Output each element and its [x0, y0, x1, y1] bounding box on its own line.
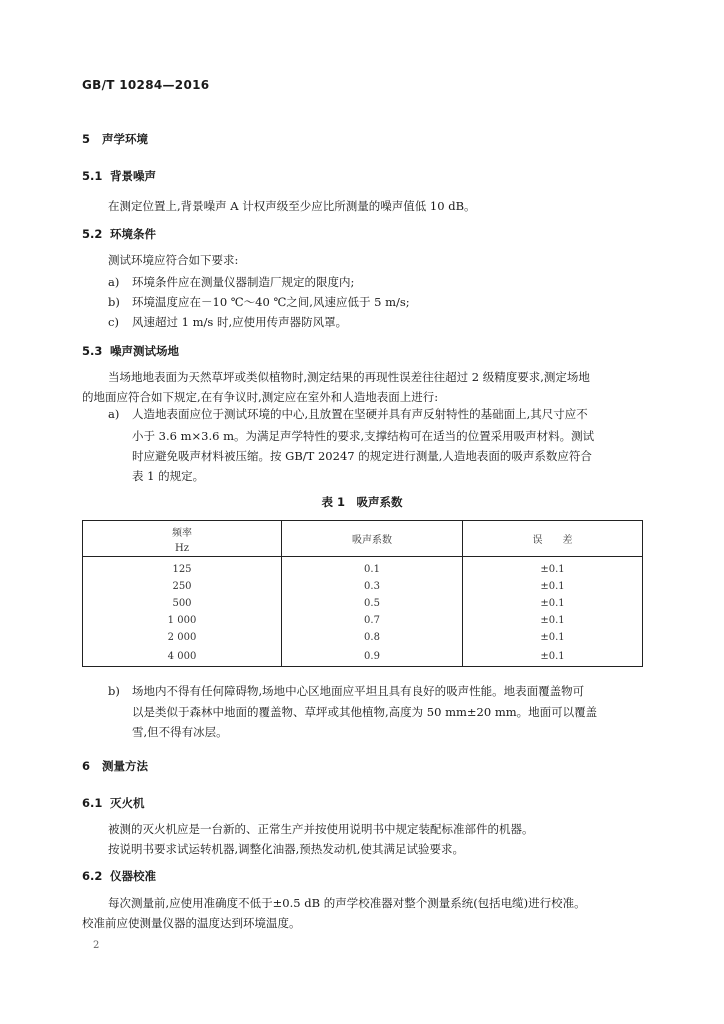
header-coefficient: 吸声系数: [282, 521, 463, 557]
section-6-2-heading: [82, 868, 156, 884]
paragraph-line: 的地面应符合如下规定,在有争议时,测定应在室外和人造地表面上进行:: [82, 390, 439, 404]
section-5-1-text: 在测定位置上,背景噪声 A 计权声级至少应比所测量的噪声值低 10 dB。: [108, 199, 476, 213]
list-text: 场地内不得有任何障碍物,场地中心区地面应平坦且具有良好的吸声性能。地表面覆盖物可: [132, 684, 585, 698]
cell-error: ±0.1: [463, 646, 643, 667]
section-number: 5.2: [82, 227, 103, 241]
standard-number: GB/T 10284—2016: [82, 78, 210, 92]
paragraph-line: 被测的灭火机应是一台新的、正常生产并按使用说明书中规定装配标准部件的机器。: [108, 822, 534, 836]
table-row: [83, 595, 643, 612]
section-title: 声学环境: [102, 132, 148, 146]
paragraph-line: 每次测量前,应使用准确度不低于±0.5 dB 的声学校准器对整个测量系统(包括电缆)进行校准。: [108, 896, 586, 910]
list-text-continued: 以是类似于森林中地面的覆盖物、草坪或其他植物,高度为 50 mm±20 mm。地面可以覆盖: [132, 705, 598, 719]
list-marker: b): [108, 684, 120, 698]
cell-coefficient: 0.8: [282, 629, 463, 646]
list-text: 人造地表面应位于测试环境的中心,且放置在坚硬并具有声反射特性的基础面上,其尺寸应不: [132, 407, 588, 421]
cell-coefficient: 0.7: [282, 612, 463, 629]
section-5-heading: [82, 131, 148, 147]
cell-frequency: 500: [172, 598, 192, 609]
cell-error: ±0.1: [463, 557, 643, 579]
list-text: 环境温度应在－10 ℃～40 ℃之间,风速应低于 5 m/s;: [132, 295, 410, 309]
section-5-1-heading: [82, 168, 156, 184]
section-number: 6.1: [82, 796, 103, 810]
list-text-continued: 时应避免吸声材料被压缩。按 GB/T 20247 的规定进行测量,人造地表面的吸声系数应符合: [132, 449, 592, 463]
table-row: [83, 629, 643, 646]
table-row: [83, 646, 643, 667]
list-item: [108, 294, 410, 310]
list-item: [108, 274, 354, 290]
header-error: 误 差: [463, 521, 643, 557]
paragraph-line: 当场地地表面为天然草坪或类似植物时,测定结果的再现性误差往往超过 2 级精度要求,测定场地: [108, 370, 590, 384]
cell-error: ±0.1: [463, 629, 643, 646]
absorption-coefficient-table: [82, 520, 643, 667]
section-6-heading: [82, 758, 148, 774]
section-number: 5.1: [82, 169, 103, 183]
table-row: [83, 612, 643, 629]
cell-coefficient: 0.9: [282, 646, 463, 667]
page-number: 2: [93, 940, 100, 951]
cell-error: ±0.1: [463, 595, 643, 612]
list-text-continued: 雪,但不得有冰层。: [132, 725, 228, 739]
list-marker: c): [108, 315, 119, 329]
section-title: 仪器校准: [110, 869, 156, 883]
list-text-continued: 小于 3.6 m×3.6 m。为满足声学特性的要求,支撑结构可在适当的位置采用吸声材料。测试: [132, 429, 595, 443]
section-title: 环境条件: [110, 227, 156, 241]
header-frequency-label: 频率: [172, 527, 192, 539]
list-marker: b): [108, 295, 120, 309]
list-item: [108, 314, 347, 330]
section-number: 5.3: [82, 344, 103, 358]
table-row: [83, 578, 643, 595]
paragraph-line: 按说明书要求试运转机器,调整化油器,预热发动机,使其满足试验要求。: [108, 842, 464, 856]
cell-coefficient: 0.1: [282, 557, 463, 579]
header-frequency: [83, 521, 282, 557]
cell-frequency: 1 000: [167, 615, 197, 626]
cell-frequency: 2 000: [167, 632, 197, 643]
section-number: 6: [82, 759, 91, 773]
section-title: 噪声测试场地: [110, 344, 179, 358]
cell-coefficient: 0.3: [282, 578, 463, 595]
list-text: 环境条件应在测量仪器制造厂规定的限度内;: [132, 275, 355, 289]
cell-coefficient: 0.5: [282, 595, 463, 612]
section-5-3-heading: [82, 343, 179, 359]
section-number: 6.2: [82, 869, 103, 883]
paragraph-line: 校准前应使测量仪器的温度达到环境温度。: [82, 916, 301, 930]
cell-frequency: 250: [172, 581, 192, 592]
section-title: 背景噪声: [110, 169, 156, 183]
cell-frequency: 4 000: [83, 646, 282, 667]
header-frequency-unit: Hz: [175, 542, 189, 554]
list-text: 风速超过 1 m/s 时,应使用传声器防风罩。: [132, 315, 348, 329]
section-title: 灭火机: [110, 796, 145, 810]
list-marker: a): [108, 407, 120, 421]
list-item-b: [108, 683, 584, 699]
section-title: 测量方法: [102, 759, 148, 773]
cell-frequency: 125: [172, 564, 192, 575]
list-item-a: [108, 406, 588, 422]
section-number: 5: [82, 132, 91, 146]
section-5-2-intro: 测试环境应符合如下要求:: [108, 253, 239, 267]
table-caption: 表 1 吸声系数: [321, 495, 403, 509]
cell-error: ±0.1: [463, 612, 643, 629]
table-row: [83, 557, 643, 579]
cell-error: ±0.1: [463, 578, 643, 595]
section-6-1-heading: [82, 795, 145, 811]
list-text-continued: 表 1 的规定。: [132, 469, 205, 483]
list-marker: a): [108, 275, 120, 289]
section-5-2-heading: [82, 226, 156, 242]
